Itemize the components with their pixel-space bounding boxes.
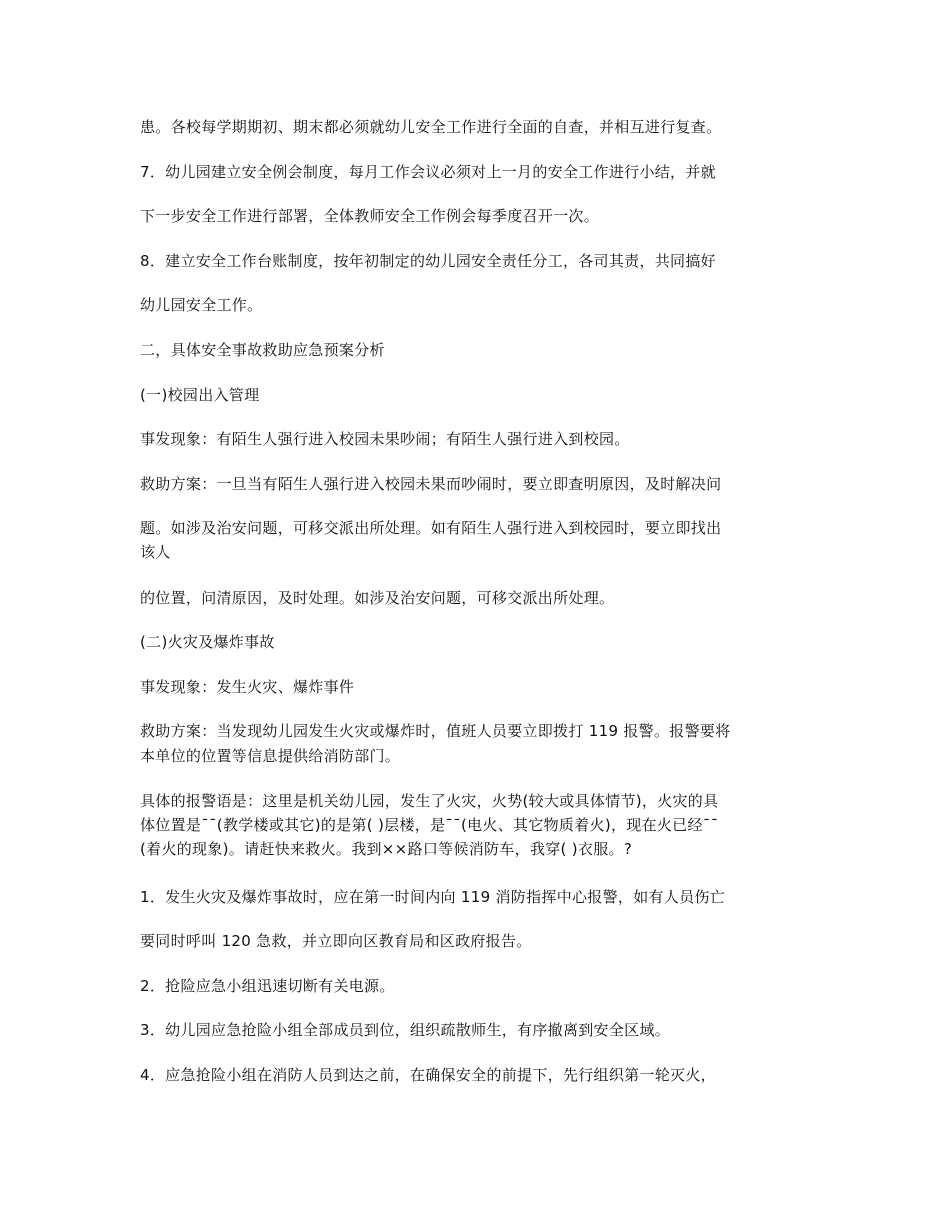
text-line: 救助方案：当发现幼儿园发生火灾或爆炸时，值班人员要立即拨打 119 报警。报警要将 — [140, 722, 731, 740]
text-line: 要同时呼叫 120 急救，并立即向区教育局和区政府报告。 — [140, 932, 532, 950]
section-heading: 二，具体安全事故救助应急预案分析 — [140, 341, 385, 359]
text-line: 具体的报警语是：这里是机关幼儿园，发生了火灾，火势(较大或具体情节)，火灾的具 — [140, 792, 719, 810]
text-line: 1．发生火灾及爆炸事故时，应在第一时间内向 119 消防指挥中心报警，如有人员伤亡 — [140, 888, 726, 906]
subsection-heading: (一)校园出入管理 — [140, 386, 260, 404]
text-line: 事发现象：有陌生人强行进入校园未果吵闹；有陌生人强行进入到校园。 — [140, 430, 630, 448]
text-line: 下一步安全工作进行部署，全体教师安全工作例会每季度召开一次。 — [140, 207, 600, 225]
text-line: 救助方案：一旦当有陌生人强行进入校园未果而吵闹时，要立即查明原因，及时解决问 — [140, 475, 722, 493]
text-line: 体位置是¯¯(教学楼或其它)的是第( )层楼，是¯¯(电火、其它物质着火)，现在火已经¯¯ — [140, 816, 719, 834]
text-line: 7．幼儿园建立安全例会制度，每月工作会议必须对上一月的安全工作进行小结，并就 — [140, 163, 716, 181]
subsection-heading: (二)火灾及爆炸事故 — [140, 633, 275, 651]
text-line: 4．应急抢险小组在消防人员到达之前，在确保安全的前提下，先行组织第一轮灭火， — [140, 1066, 716, 1084]
text-line: 2．抢险应急小组迅速切断有关电源。 — [140, 977, 395, 995]
text-line: 本单位的位置等信息提供给消防部门。 — [140, 747, 401, 765]
text-line: 患。各校每学期期初、期末都必须就幼儿安全工作进行全面的自查，并相互进行复查。 — [140, 118, 722, 136]
text-line: (着火的现象)。请赶快来救火。我到××路口等候消防车，我穿( )衣服。? — [140, 840, 633, 858]
text-line: 3．幼儿园应急抢险小组全部成员到位，组织疏散师生，有序撤离到安全区域。 — [140, 1021, 671, 1039]
text-line: 该人 — [140, 543, 171, 561]
text-line: 的位置，问清原因，及时处理。如涉及治安问题，可移交派出所处理。 — [140, 589, 615, 607]
text-line: 幼儿园安全工作。 — [140, 296, 263, 314]
text-line: 事发现象：发生火灾、爆炸事件 — [140, 678, 355, 696]
text-line: 题。如涉及治安问题，可移交派出所处理。如有陌生人强行进入到校园时，要立即找出 — [140, 519, 722, 537]
text-line: 8．建立安全工作台账制度，按年初制定的幼儿园安全责任分工，各司其责，共同搞好 — [140, 252, 716, 270]
